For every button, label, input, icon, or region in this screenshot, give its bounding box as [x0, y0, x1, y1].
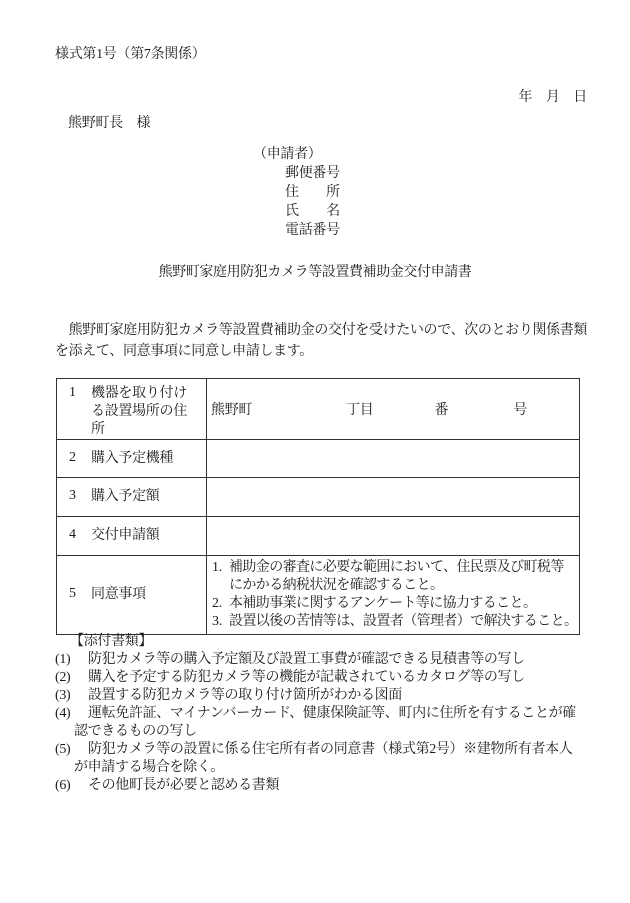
table-row-consent-items	[57, 556, 580, 635]
attachment-item	[55, 669, 576, 687]
attachment-line: 防犯カメラ等の設置に係る住宅所有者の同意書（様式第2号）※建物所有者本人	[88, 742, 573, 757]
row-number: 4	[69, 527, 76, 542]
attachment-item	[55, 687, 576, 705]
applicant-field-name: 氏 名	[285, 204, 340, 219]
row-number: 5	[69, 586, 76, 601]
address-value-line	[207, 399, 579, 419]
row-label: 同意事項	[91, 587, 146, 602]
attachment-line: が申請する場合を除く。	[74, 760, 224, 775]
applicant-field-address: 住 所	[285, 185, 340, 200]
paragraph-line: 熊野町家庭用防犯カメラ等設置費補助金の交付を受けたいので、次のとおり関係書類	[55, 323, 588, 338]
applicant-label: （申請者）	[253, 147, 322, 162]
attachment-line: 防犯カメラ等の購入予定額及び設置工事費が確認できる見積書等の写し	[88, 652, 525, 667]
attachment-item-number: (2)	[55, 670, 71, 685]
attachment-item-text	[88, 687, 402, 705]
document-title: 熊野町家庭用防犯カメラ等設置費補助金交付申請書	[158, 265, 472, 280]
consent-item-number: 2.	[212, 596, 222, 611]
attachment-item-text	[74, 705, 576, 741]
table-row-planned-price	[57, 478, 580, 517]
attachment-line: その他町長が必要と認める書類	[88, 778, 280, 793]
row-value-cell-address	[207, 379, 580, 440]
attachment-item	[55, 777, 576, 795]
attachment-item-number: (5)	[55, 742, 71, 757]
row-value-cell-empty	[207, 440, 580, 478]
consent-item	[212, 613, 577, 631]
address-segment-town: 熊野町	[211, 403, 253, 418]
attachment-item-number: (4)	[55, 706, 71, 721]
row-number: 1	[69, 385, 76, 400]
row-number: 2	[69, 449, 76, 465]
application-table	[56, 378, 580, 635]
row-label-cell	[57, 379, 207, 440]
consent-line: 本補助事業に関するアンケート等に協力すること。	[229, 596, 537, 611]
address-segment-go: 号	[513, 403, 527, 418]
row-label-line: 所	[91, 422, 105, 437]
applicant-field-postal-code: 郵便番号	[285, 166, 340, 181]
row-label-cell	[57, 517, 207, 556]
form-id: 様式第1号（第7条関係）	[55, 47, 206, 62]
row-label-line: 機器を取り付け	[91, 386, 187, 401]
consent-line: 設置以後の苦情等は、設置者（管理者）で解決すること。	[229, 614, 578, 629]
consent-item-text	[229, 559, 564, 595]
row-label-cell	[57, 478, 207, 517]
consent-item	[212, 559, 577, 595]
address-segment-ban: 番	[434, 403, 449, 418]
row-number: 3	[69, 488, 76, 503]
row-label: 購入予定額	[91, 489, 160, 504]
attachment-item-number: (6)	[55, 778, 71, 793]
table-row-grant-amount	[57, 517, 580, 556]
attachment-item-number: (1)	[55, 652, 71, 667]
attachments-section	[55, 633, 576, 795]
table-row-planned-model	[57, 440, 580, 478]
consent-item-text	[229, 595, 536, 613]
address-segment-chome: 丁目	[346, 403, 374, 418]
applicant-block	[253, 145, 340, 240]
row-value-cell-empty	[207, 478, 580, 517]
table-row-install-address	[57, 379, 580, 440]
addressee: 熊野町長 様	[68, 116, 151, 131]
attachment-line: 購入を予定する防犯カメラ等の機能が記載されているカタログ等の写し	[88, 670, 525, 685]
consent-item-number: 3.	[212, 614, 222, 629]
attachment-item-text	[88, 669, 525, 687]
attachments-heading: 【添付書類】	[70, 634, 153, 649]
consent-line: 補助金の審査に必要な範囲において、住民票及び町税等	[229, 560, 564, 575]
attachment-item-text	[88, 777, 279, 795]
applicant-fields	[285, 164, 340, 240]
attachment-line: 運転免許証、マイナンバーカード、健康保険証等、町内に住所を有することが確	[88, 706, 576, 721]
row-label: 購入予定機種	[91, 450, 174, 466]
consent-list-cell	[207, 556, 580, 635]
applicant-field-phone: 電話番号	[285, 223, 340, 238]
attachment-item-text	[88, 651, 525, 669]
consent-line: にかかる納税状況を確認すること。	[229, 578, 444, 593]
attachment-line: 認できるものの写し	[74, 724, 197, 739]
date-line: 年 月 日	[518, 90, 587, 105]
row-label-cell	[57, 556, 207, 635]
attachment-item-number: (3)	[55, 688, 71, 703]
row-label-cell	[57, 440, 207, 478]
consent-item	[212, 595, 577, 613]
attachment-item	[55, 651, 576, 669]
row-label: 交付申請額	[91, 528, 160, 543]
row-value-cell-empty	[207, 517, 580, 556]
consent-item-text	[229, 613, 577, 631]
attachment-item	[55, 705, 576, 741]
row-label	[91, 385, 187, 439]
row-label-line: る設置場所の住	[91, 404, 187, 419]
attachment-line: 設置する防犯カメラ等の取り付け箇所がわかる図面	[88, 688, 402, 703]
paragraph-line: を添えて、同意事項に同意し申請します。	[55, 344, 313, 359]
consent-item-number: 1.	[212, 560, 222, 575]
attachment-item-text	[74, 741, 573, 777]
body-paragraph	[55, 320, 587, 362]
attachment-item	[55, 741, 576, 777]
